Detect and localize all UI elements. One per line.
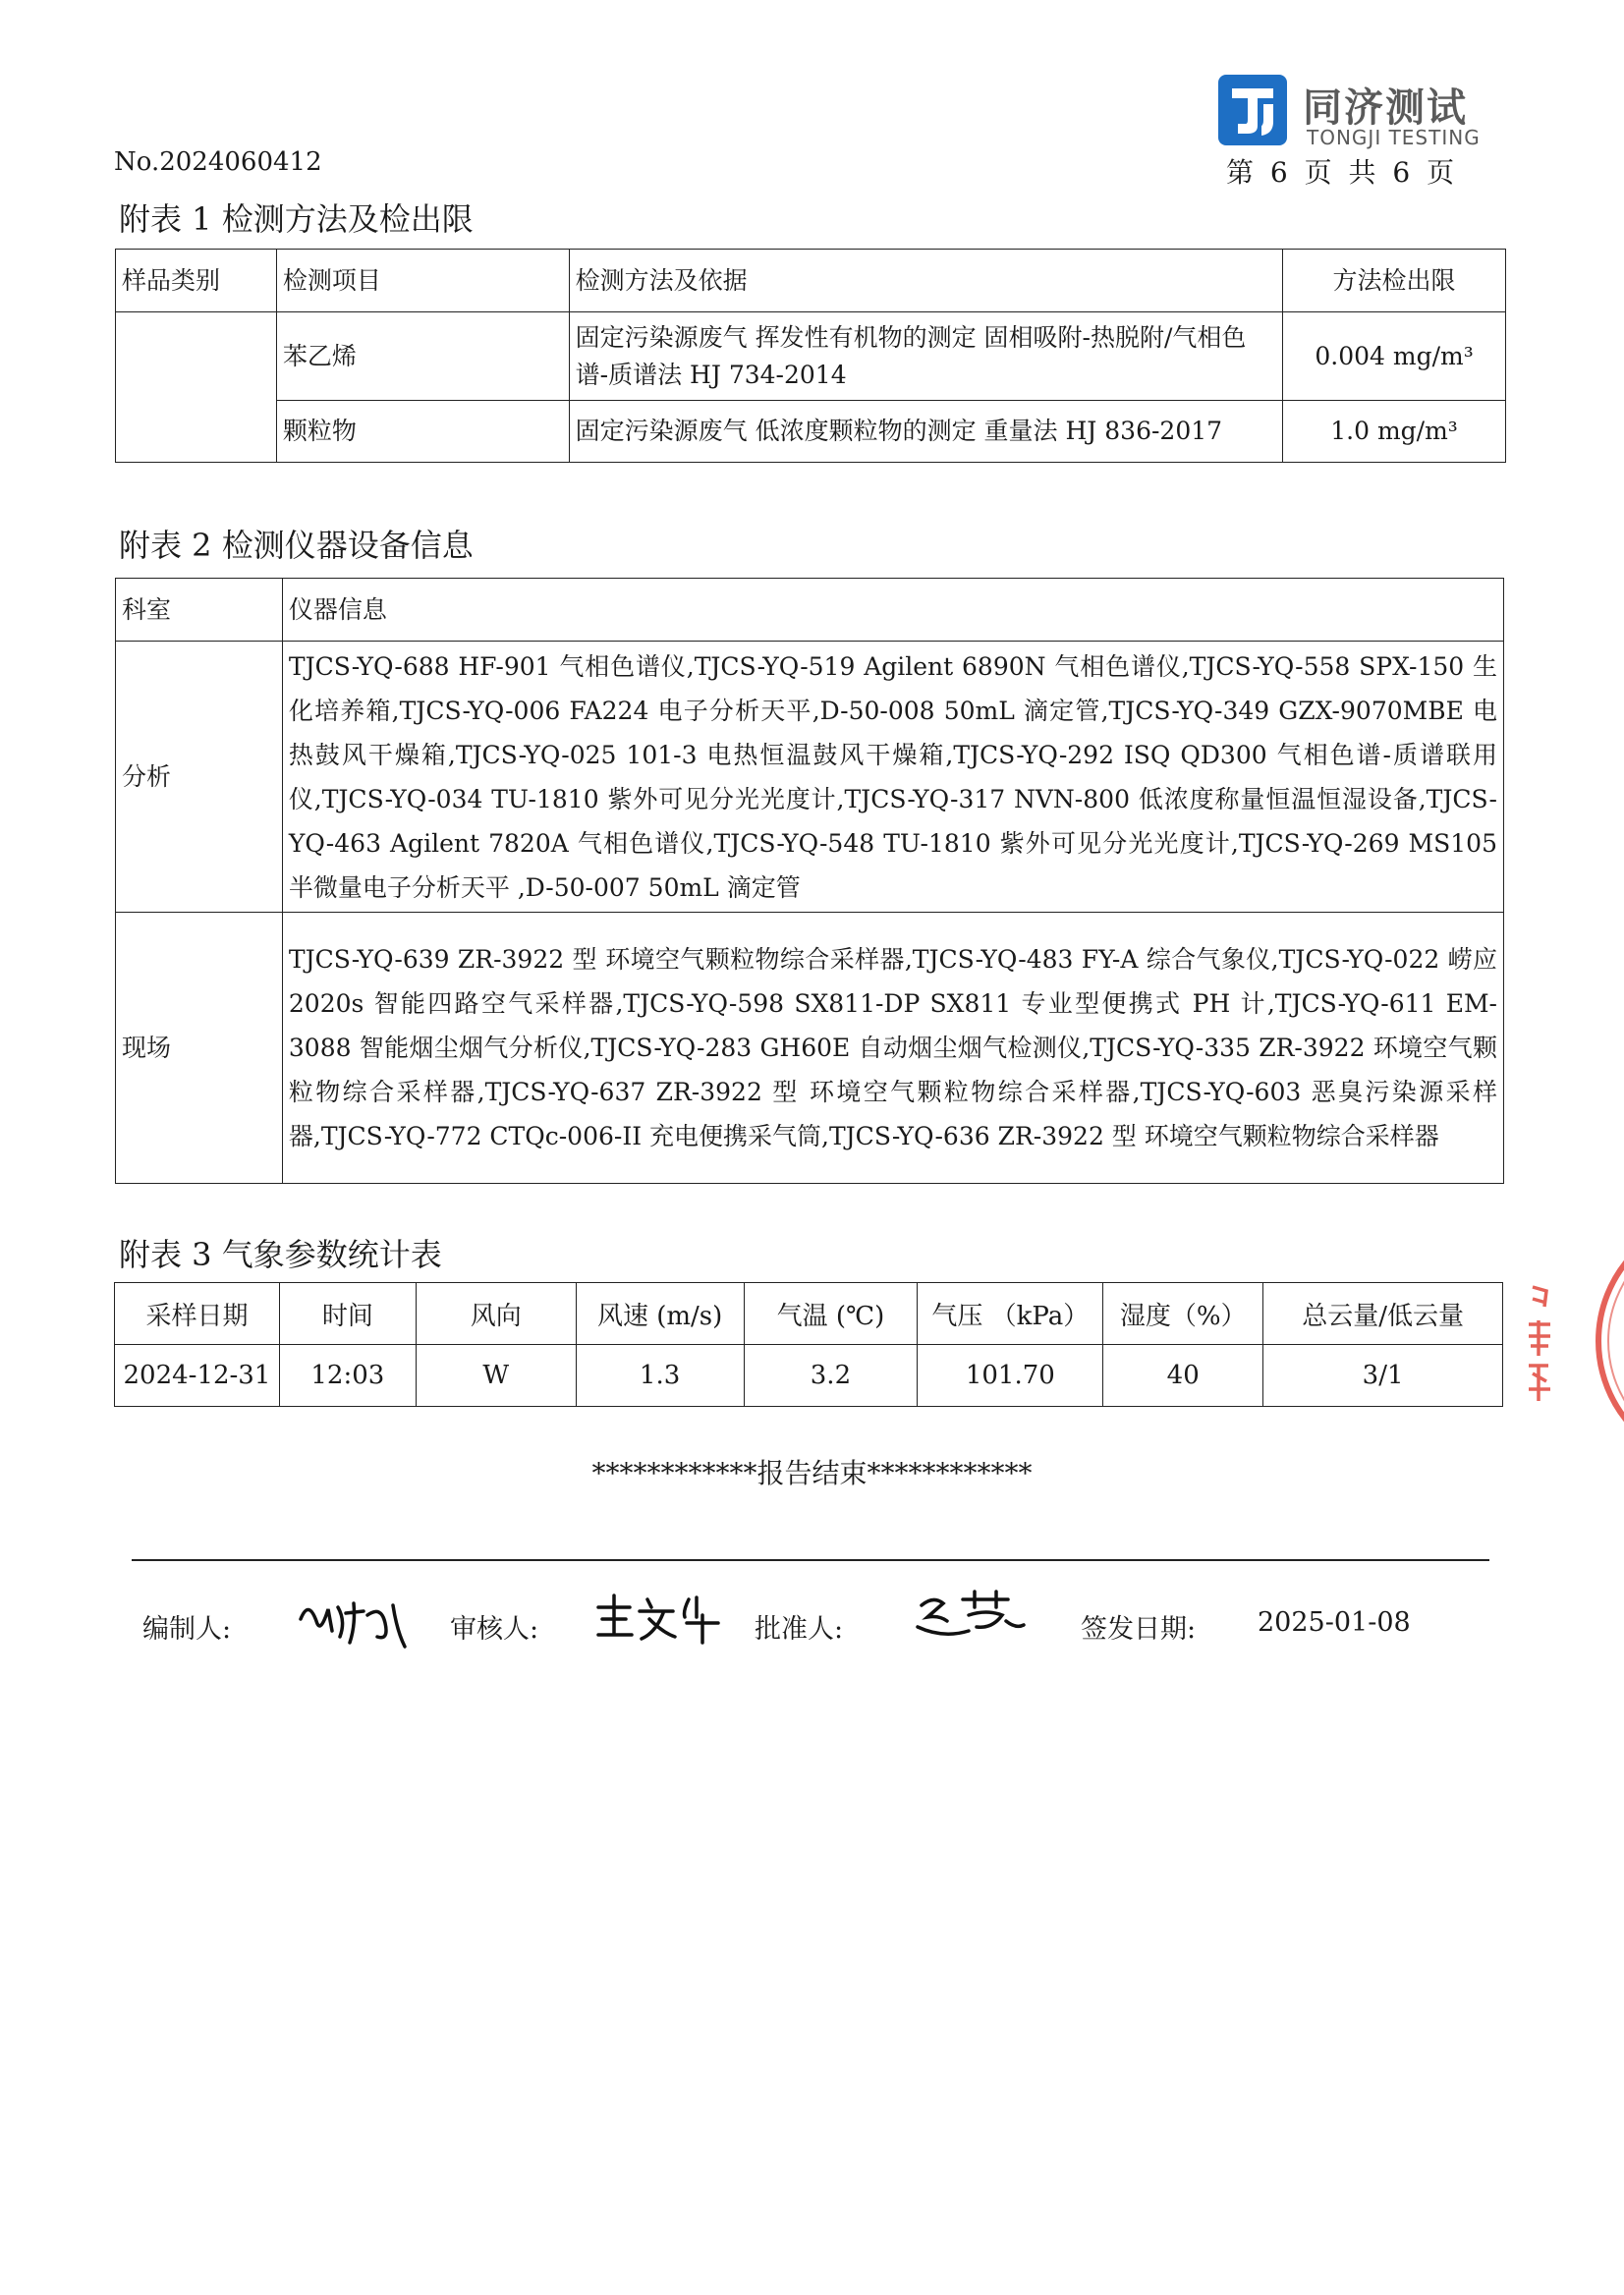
table2-title: 附表 2 检测仪器设备信息: [119, 527, 474, 564]
header-cell: 气温 (℃): [744, 1283, 918, 1345]
table3-title: 附表 3 气象参数统计表: [119, 1236, 442, 1273]
tongji-logo-icon: [1218, 75, 1287, 145]
header-cell: 时间: [279, 1283, 416, 1345]
table-cell: 101.70: [918, 1345, 1103, 1407]
report-number: No.2024060412: [114, 147, 322, 177]
reviewed-by-label: 审核人:: [450, 1614, 539, 1645]
page-indicator: 第 6 页 共 6 页: [1226, 156, 1459, 189]
table-row: [116, 401, 1506, 463]
header-cell: 检测方法及依据: [569, 250, 1282, 312]
prepared-by-label: 编制人:: [142, 1614, 232, 1645]
table-cell: 2024-12-31: [115, 1345, 280, 1407]
prepared-by-signature: [295, 1592, 413, 1651]
header-cell: 科室: [116, 579, 283, 642]
table-header-row: [116, 250, 1506, 312]
limit-cell: 0.004 mg/m³: [1283, 312, 1506, 401]
item-cell: 颗粒物: [276, 401, 569, 463]
table-cell: 3.2: [744, 1345, 918, 1407]
header-cell: 方法检出限: [1283, 250, 1506, 312]
instrument-info-cell: TJCS-YQ-688 HF-901 气相色谱仪,TJCS-YQ-519 Agilent 6890N 气相色谱仪,TJCS-YQ-558 SPX-150 生化培养箱,TJCS-YQ-006 FA224 电子分析天平,D-50-008 50mL 滴定管,TJCS-YQ-349 GZX-9070MBE 电热鼓风干燥箱,TJCS-YQ-025 101-3 电热恒温鼓风干燥箱,TJCS-YQ-292 ISQ QD300 气相色谱-质谱联用仪,TJCS-YQ-034 TU-1810 紫外可见分光光度计,TJCS-YQ-317 NVN-800 低浓度称量恒温恒湿设备,TJCS-YQ-463 Agilent 7820A 气相色谱仪,TJCS-YQ-548 TU-1810 紫外可见分光光度计,TJCS-YQ-269 MS105 半微量电子分析天平 ,D-50-007 50mL 滴定管: [282, 642, 1503, 913]
instrument-info-cell: TJCS-YQ-639 ZR-3922 型 环境空气颗粒物综合采样器,TJCS-YQ-483 FY-A 综合气象仪,TJCS-YQ-022 崂应 2020s 智能四路空气采样器,TJCS-YQ-598 SX811-DP SX811 专业型便携式 PH 计,TJCS-YQ-611 EM-3088 智能烟尘烟气分析仪,TJCS-YQ-283 GH60E 自动烟尘烟气检测仪,TJCS-YQ-335 ZR-3922 环境空气颗粒物综合采样器,TJCS-YQ-637 ZR-3922 型 环境空气颗粒物综合采样器,TJCS-YQ-603 恶臭污染源采样器,TJCS-YQ-772 CTQc-006-II 充电便携采气筒,TJCS-YQ-636 ZR-3922 型 环境空气颗粒物综合采样器: [282, 913, 1503, 1184]
approved-by-label: 批准人:: [755, 1614, 844, 1645]
header-cell: 检测项目: [276, 250, 569, 312]
header-cell: 样品类别: [116, 250, 277, 312]
header-cell: 风速 (m/s): [576, 1283, 744, 1345]
table-header-row: [115, 1283, 1503, 1345]
table-cell: 1.3: [576, 1345, 744, 1407]
header-cell: 湿度（%）: [1103, 1283, 1263, 1345]
issue-date-value: 2025-01-08: [1258, 1607, 1411, 1638]
method-cell: 固定污染源废气 低浓度颗粒物的测定 重量法 HJ 836-2017: [569, 401, 1282, 463]
header-cell: 风向: [416, 1283, 576, 1345]
table-row: [116, 642, 1504, 913]
table-cell: 40: [1103, 1345, 1263, 1407]
table-row: [115, 1345, 1503, 1407]
item-cell: 苯乙烯: [276, 312, 569, 401]
header-cell: 总云量/低云量: [1263, 1283, 1503, 1345]
header-cell: 仪器信息: [282, 579, 1503, 642]
header-cell: 气压 （kPa）: [918, 1283, 1103, 1345]
instrument-table: [115, 578, 1504, 1184]
report-end-marker: ************报告结束************: [591, 1457, 1033, 1489]
divider: [132, 1559, 1489, 1561]
logo-chinese-text: 同济测试: [1303, 85, 1468, 131]
table-cell: W: [416, 1345, 576, 1407]
table-header-row: [116, 579, 1504, 642]
category-cell: [116, 312, 277, 463]
detection-method-table: [115, 249, 1506, 463]
weather-table: [114, 1282, 1503, 1407]
approved-by-signature: [914, 1586, 1032, 1645]
header-cell: 采样日期: [115, 1283, 280, 1345]
dept-cell: 分析: [116, 642, 283, 913]
table-row: [116, 913, 1504, 1184]
table-cell: 3/1: [1263, 1345, 1503, 1407]
company-logo: [1218, 75, 1513, 153]
method-cell: 固定污染源废气 挥发性有机物的测定 固相吸附-热脱附/气相色谱-质谱法 HJ 734-2014: [569, 312, 1282, 401]
dept-cell: 现场: [116, 913, 283, 1184]
reviewed-by-signature: [594, 1590, 722, 1645]
table1-title: 附表 1 检测方法及检出限: [119, 200, 474, 238]
issue-date-label: 签发日期:: [1081, 1614, 1197, 1645]
logo-english-text: TONGJI TESTING: [1307, 126, 1481, 149]
limit-cell: 1.0 mg/m³: [1283, 401, 1506, 463]
table-cell: 12:03: [279, 1345, 416, 1407]
table-row: [116, 312, 1506, 401]
official-seal-stamp: [1503, 1208, 1624, 1474]
